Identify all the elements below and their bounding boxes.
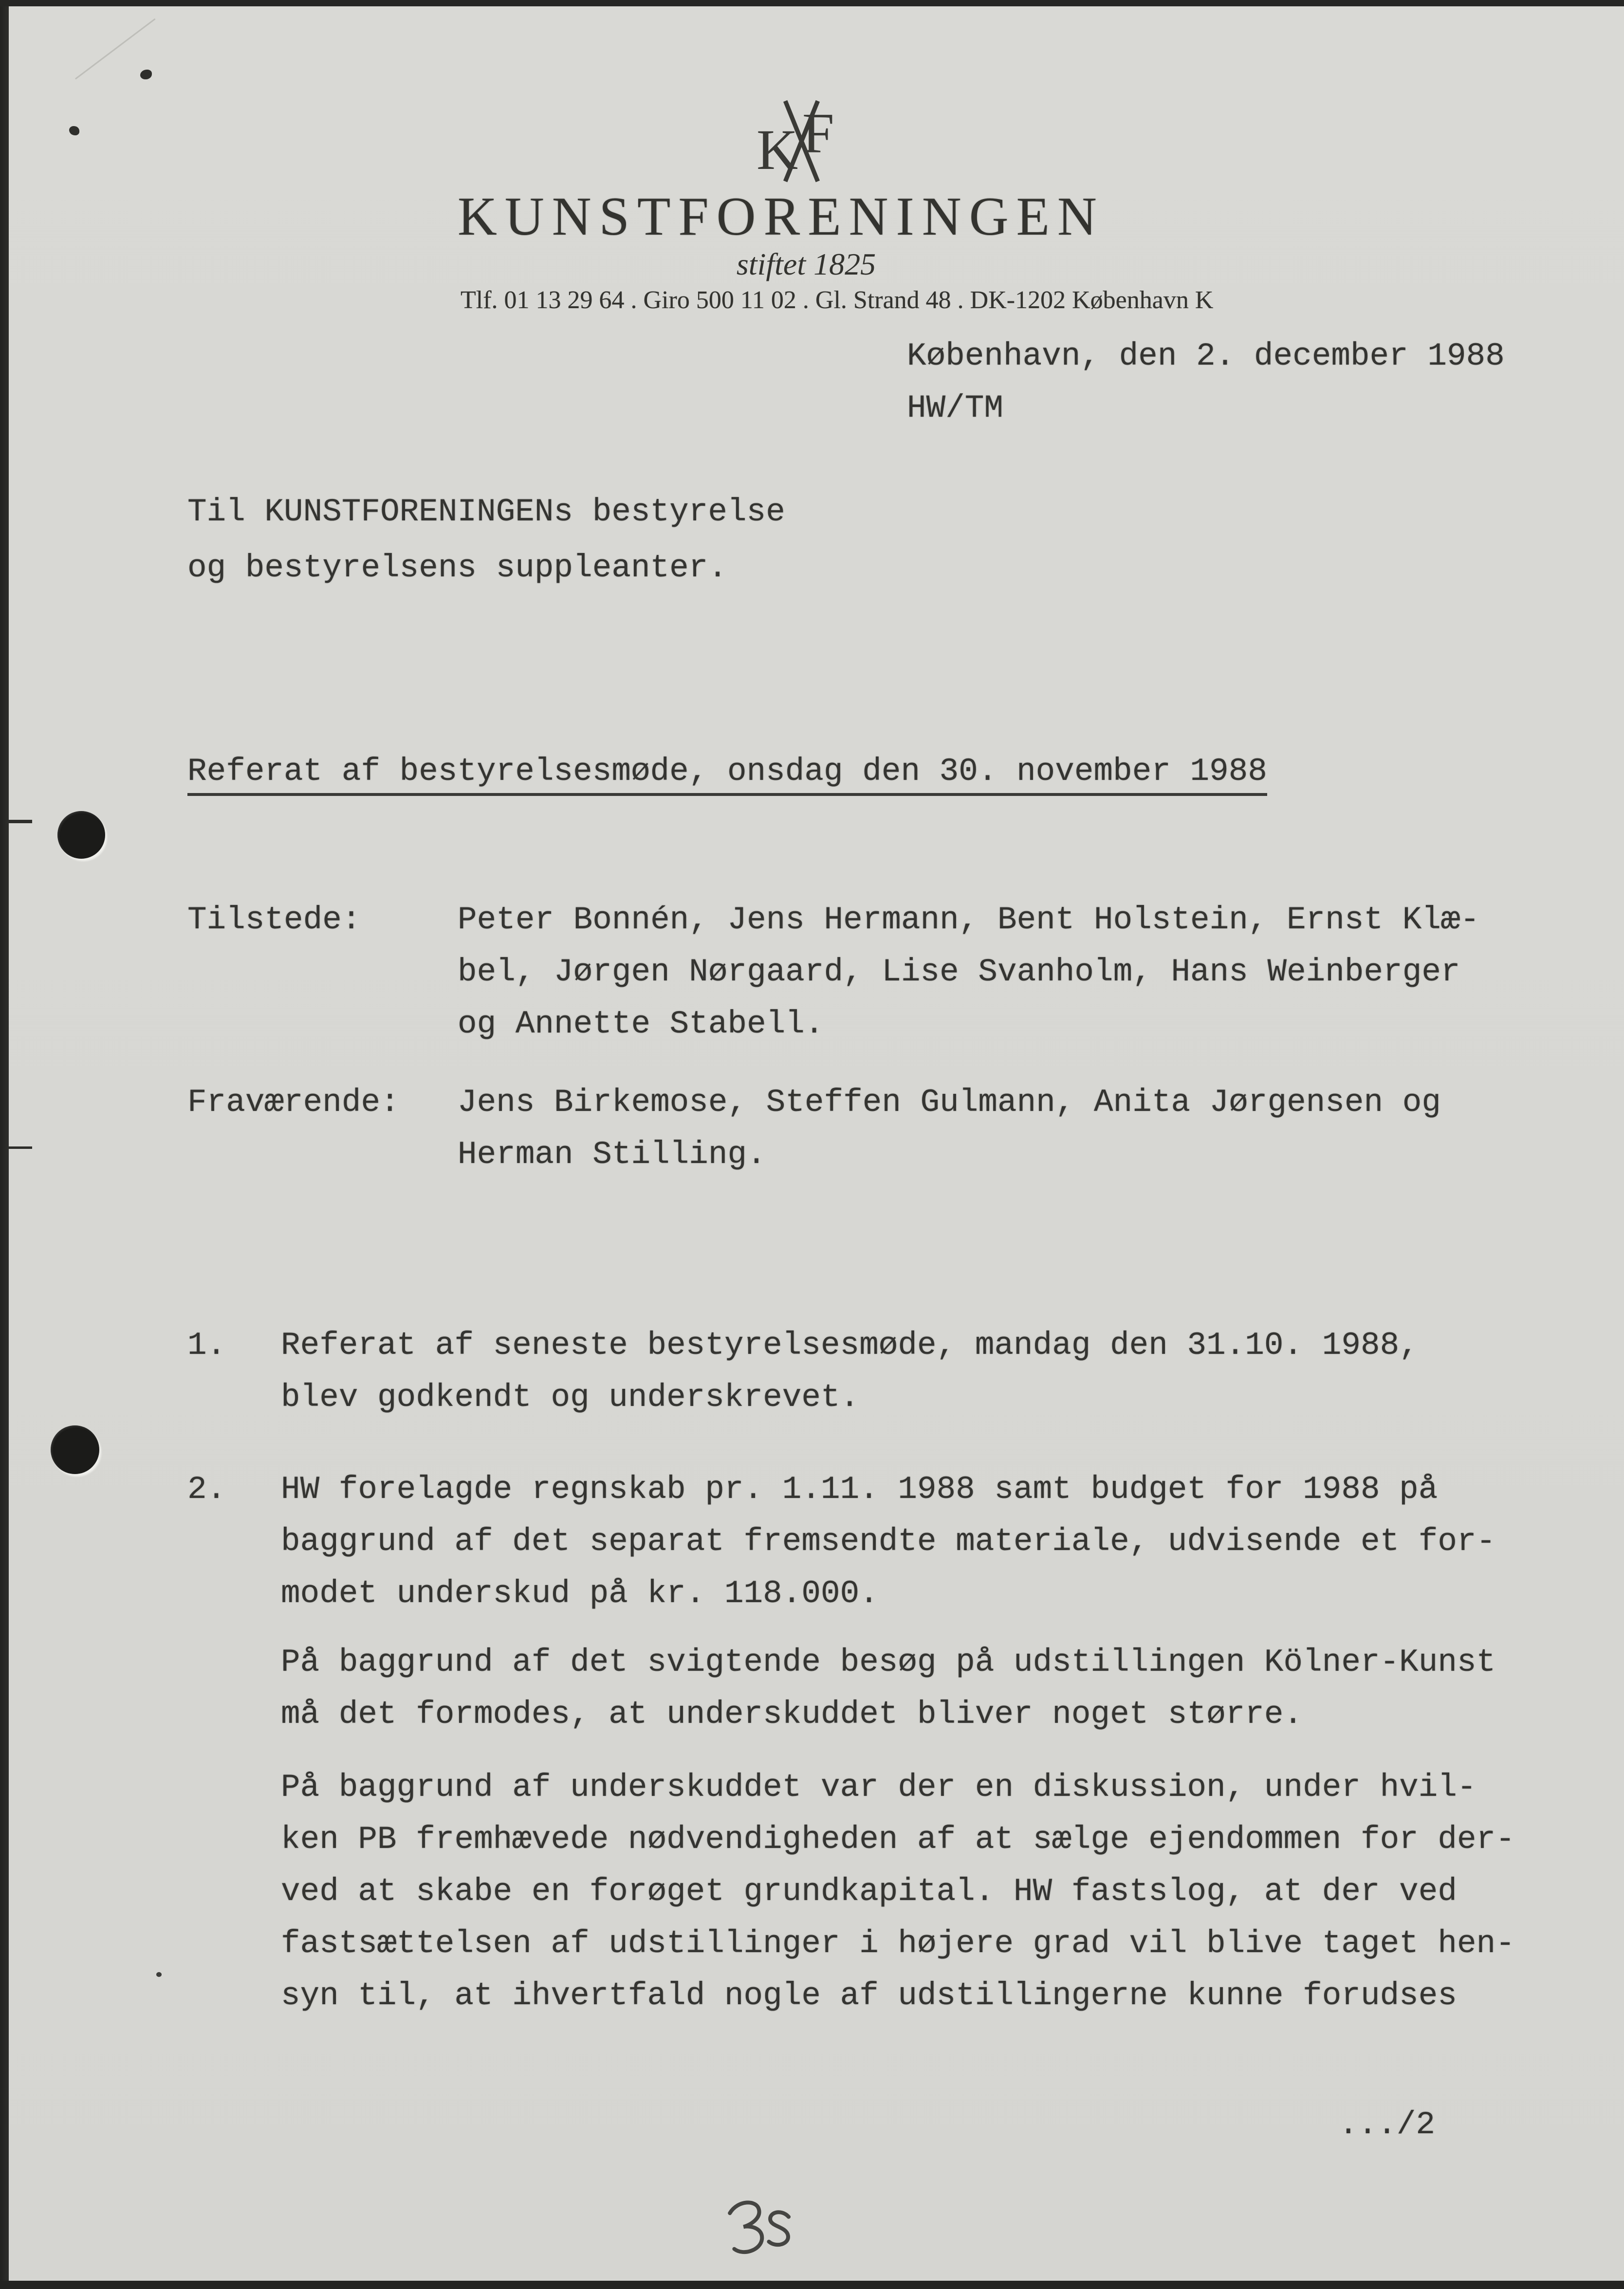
present-line: og Annette Stabell. xyxy=(458,1006,824,1042)
item-text-line: syn til, at ihvertfald nogle af udstillingerne kunne forudses xyxy=(281,1977,1457,2014)
fold-mark xyxy=(9,1146,32,1149)
staple-mark xyxy=(69,126,79,135)
recipient-line: Til KUNSTFORENINGENs bestyrelse xyxy=(187,494,785,530)
punch-hole xyxy=(57,811,105,859)
item-text-line: På baggrund af underskuddet var der en diskussion, under hvil- xyxy=(281,1769,1476,1806)
absent-line: Herman Stilling. xyxy=(458,1136,766,1173)
item-text-line: HW forelagde regnskab pr. 1.11. 1988 samt budget for 1988 på xyxy=(281,1471,1438,1508)
scan-edge-bottom xyxy=(0,2281,1624,2289)
reference-initials: HW/TM xyxy=(907,390,1004,426)
continuation-mark: .../2 xyxy=(1339,2106,1436,2143)
scan-edge-top xyxy=(0,0,1624,6)
present-label: Tilstede: xyxy=(187,902,361,938)
item-text-line: fastsættelsen af udstillinger i højere grad vil blive taget hen- xyxy=(281,1925,1515,1962)
contact-line: Tlf. 01 13 29 64 . Giro 500 11 02 . Gl. Strand 48 . DK-1202 København K xyxy=(461,286,1214,314)
present-line: Peter Bonnén, Jens Hermann, Bent Holstein, Ernst Klæ- xyxy=(458,902,1480,938)
item-text-line: ken PB fremhævede nødvendigheden af at sælge ejendommen for der- xyxy=(281,1821,1515,1858)
item-text-line: ved at skabe en forøget grundkapital. HW fastslog, at der ved xyxy=(281,1873,1457,1910)
fold-mark xyxy=(9,820,32,823)
letter-page xyxy=(9,6,1624,2281)
staple-mark xyxy=(140,70,152,79)
item-text-line: Referat af seneste bestyrelsesmøde, mandag den 31.10. 1988, xyxy=(281,1327,1419,1364)
handwritten-35-strokes xyxy=(718,2193,815,2268)
monogram-letter-f: F xyxy=(802,101,834,165)
monogram-letter-k: K xyxy=(757,118,798,182)
item-text-line: På baggrund af det svigtende besøg på udstillingen Kölner-Kunst xyxy=(281,1644,1496,1680)
organization-name: KUNSTFORENINGEN xyxy=(458,186,1105,247)
kf-monogram-logo xyxy=(757,100,845,183)
absent-line: Jens Birkemose, Steffen Gulmann, Anita Jørgensen og xyxy=(458,1084,1441,1121)
scan-edge-left xyxy=(0,0,9,2289)
item-number: 1. xyxy=(187,1327,226,1364)
item-text-line: modet underskud på kr. 118.000. xyxy=(281,1575,879,1612)
present-line: bel, Jørgen Nørgaard, Lise Svanholm, Hans Weinberger xyxy=(458,954,1460,990)
dateline: København, den 2. december 1988 xyxy=(907,338,1505,374)
absent-label: Fraværende: xyxy=(187,1084,400,1121)
item-number: 2. xyxy=(187,1471,226,1508)
ink-speck xyxy=(156,1972,162,1977)
handwritten-page-number xyxy=(718,2193,815,2270)
punch-hole xyxy=(51,1425,99,1474)
subject-heading: Referat af bestyrelsesmøde, onsdag den 30. november 1988 xyxy=(187,756,1267,796)
item-text-line: må det formodes, at underskuddet bliver noget større. xyxy=(281,1696,1303,1733)
founded-line: stiftet 1825 xyxy=(736,247,876,281)
item-text-line: baggrund af det separat fremsendte materiale, udvisende et for- xyxy=(281,1523,1496,1560)
recipient-line: og bestyrelsens suppleanter. xyxy=(187,550,727,586)
item-text-line: blev godkendt og underskrevet. xyxy=(281,1379,860,1416)
